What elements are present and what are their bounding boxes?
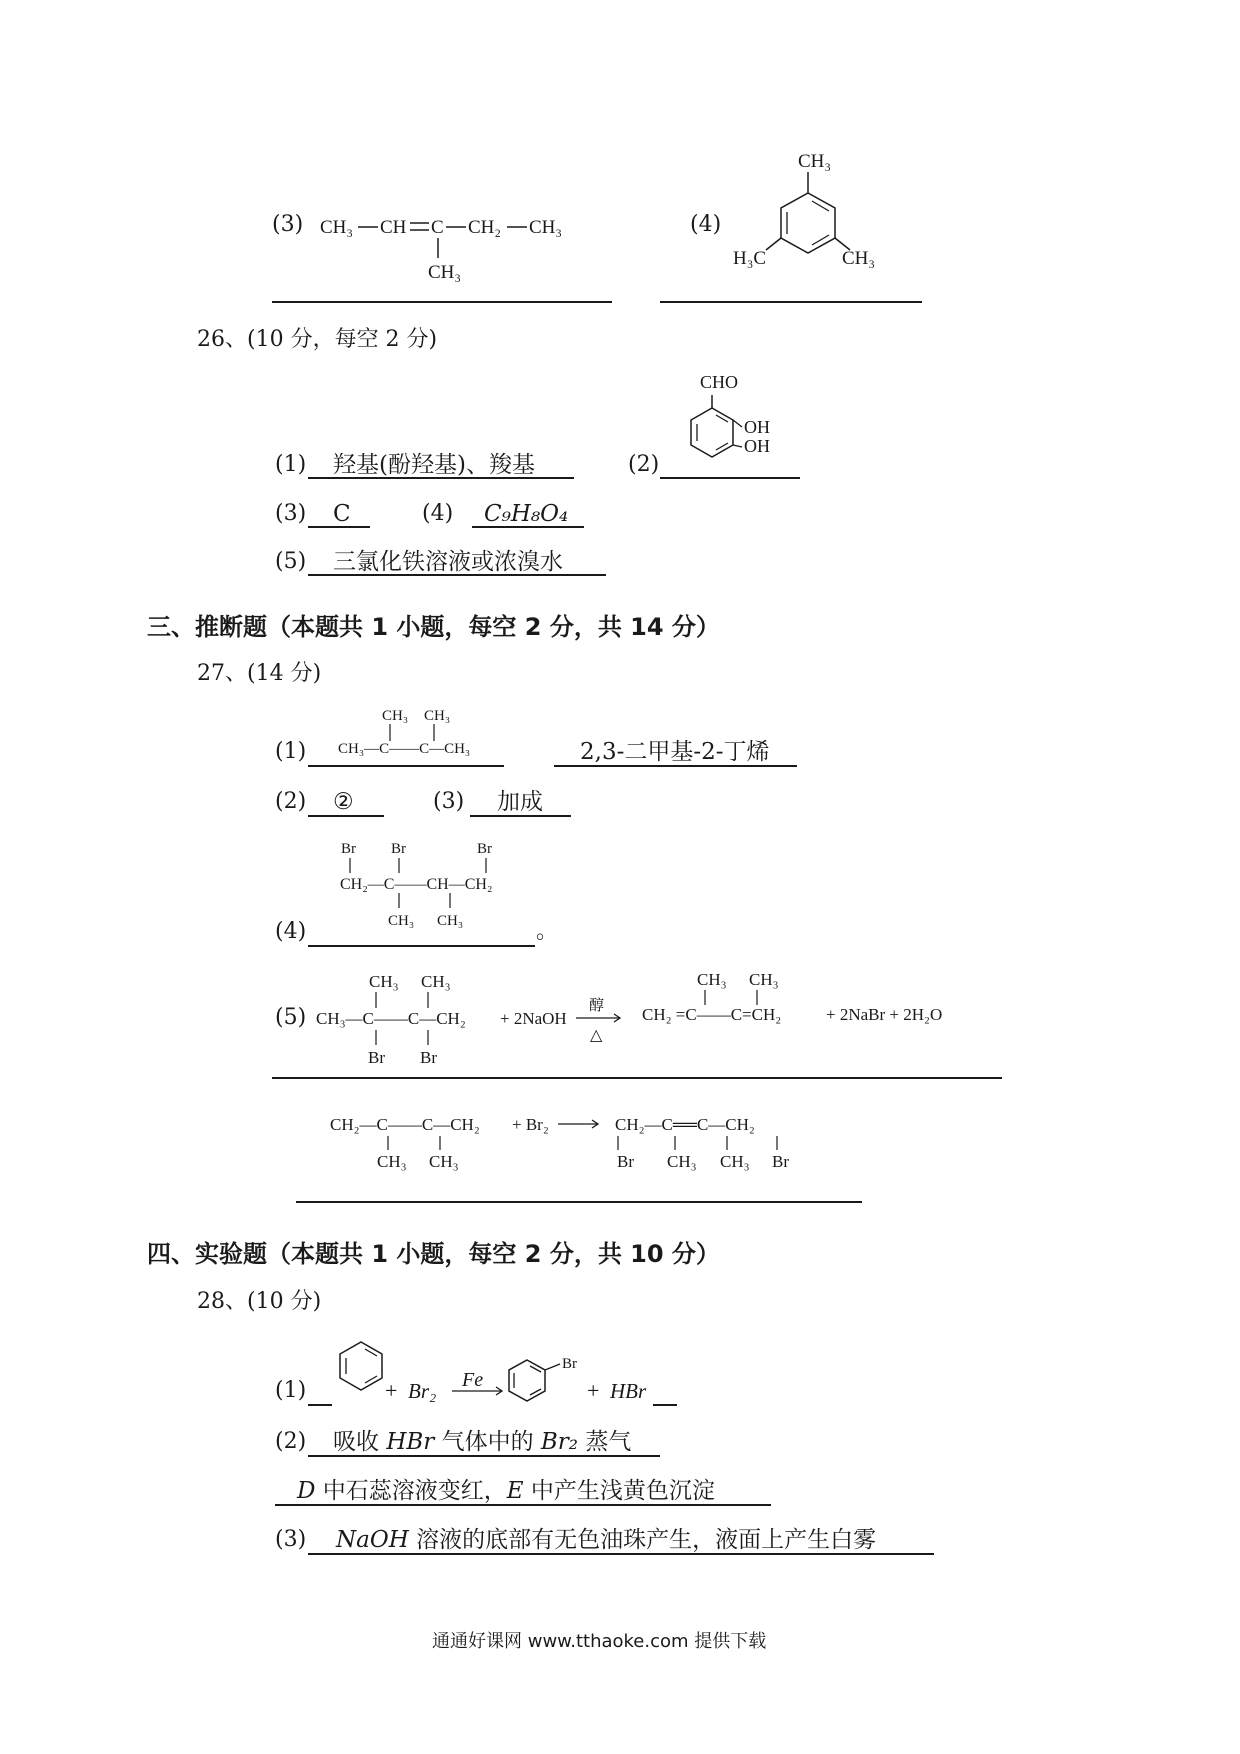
q27-s1-main: CH₃—C——C—CH₃ [338,741,471,757]
q25-label-4: (4) [690,212,722,237]
q27-s4-br2: Br [391,841,406,857]
q26-s2-oh2: OH [744,436,770,456]
q27-answer-3: 加成 [497,789,543,815]
q27-e1-rbot2: Br [420,1048,437,1067]
answer-underline [308,1404,332,1406]
q28-answer-2a [333,1427,631,1457]
q27-e1-cond-bottom: △ [590,1027,603,1044]
q27-e2-pmain: CH₂—C══C—CH₂ [615,1115,755,1134]
answer-underline [308,1553,934,1555]
q27-e1-cond-top: 醇 [589,998,605,1014]
q28-catalyst: Fe [462,1369,484,1391]
q26-label-1: (1) [275,452,307,477]
q27-s4-main: CH₂—C——CH—CH₂ [340,876,493,893]
q27-e2-pbot2: CH₃ [667,1152,697,1171]
answer-underline [308,477,574,479]
q25-s3-ch3b: CH₃ [529,217,563,238]
q27-e2-pbot1: Br [617,1152,634,1171]
q28-a2-text-a: 中石蕊溶液变红， [315,1478,507,1504]
q27-label-1: (1) [275,739,307,764]
q25-s3-sub: CH₃ [428,262,462,283]
q28-a2-mid: 气体中的 [434,1429,541,1455]
q25-label-3: (3) [272,212,304,237]
q26-s2-oh1: OH [744,417,770,437]
q28-plus-1: + [385,1378,398,1403]
q26-answer-4: C₉H₈O₄ [484,501,569,527]
q28-br-sub: Br [562,1356,577,1372]
answer-underline [308,945,535,947]
q28-title: 28、(10 分) [197,1289,322,1314]
q27-e1-tail: + 2NaBr + 2H₂O [826,1005,943,1024]
q26-label-5: (5) [275,549,307,574]
q26-answer-3: C [333,501,351,527]
q28-hbr: HBr [610,1379,647,1403]
q28-label-3: (3) [275,1527,307,1552]
q25-s3-ch2: CH₂ [468,217,502,238]
answer-line [272,301,612,303]
q26-s2-cho: CHO [700,372,739,392]
q28-a2-pre: 吸收 [333,1429,387,1455]
answer-underline [308,1455,660,1457]
answer-underline [308,815,384,817]
q27-answer-2: ② [333,789,354,815]
q27-e1-reagent: + 2NaOH [500,1009,567,1028]
q27-label-2: (2) [275,789,307,814]
q26-answer-1: 羟基(酚羟基)、羧基 [333,452,535,478]
q27-e2-rbot1: CH₃ [377,1152,407,1171]
answer-underline [470,815,571,817]
q28-a2-post: 蒸气 [578,1429,632,1455]
q26-label-4: (4) [422,501,454,526]
q26-label-2: (2) [628,452,660,477]
answer-underline [308,526,370,528]
q27-s1-top1: CH₃ [382,708,409,724]
q28-br2: Br₂ [408,1379,437,1403]
answer-underline [653,1404,677,1406]
q27-e2-rmain: CH₂—C——C—CH₂ [330,1115,480,1134]
q25-s4-left: H₃C [733,248,767,269]
answer-underline [308,574,606,576]
q27-answer-1-name: 2,3-二甲基-2-丁烯 [580,739,770,765]
q25-s3-c: C [431,217,444,238]
section-4-heading: 四、实验题（本题共 1 小题，每空 2 分，共 10 分） [147,1240,720,1268]
answer-line [272,1077,1002,1079]
q28-a3-text: 溶液的底部有无色油珠产生，液面上产生白雾 [408,1527,877,1553]
q28-a2-e: E [506,1478,524,1504]
q27-e1-rmain: CH₃—C——C—CH₂ [316,1009,466,1028]
q25-s3-ch: CH [380,217,407,238]
q28-label-2: (2) [275,1429,307,1454]
q27-s1-top2: CH₃ [424,708,451,724]
q27-e2-pbot4: Br [772,1152,789,1171]
q27-e1-rtop2: CH₃ [421,972,451,991]
q27-s4-br1: Br [341,841,356,857]
q27-e1-ptop1: CH₃ [697,970,727,989]
q25-s3-ch3a: CH₃ [320,217,354,238]
q27-title: 27、(14 分) [197,661,322,686]
q27-s4-br3: Br [477,841,492,857]
q28-answer-3 [336,1525,876,1555]
q28-a3-naoh: NaOH [336,1527,409,1553]
answer-underline [554,765,797,767]
q28-a2-text-b: 中产生浅黄色沉淀 [523,1478,715,1504]
q27-label-3: (3) [433,789,465,814]
q28-a2-hbr: HBr [386,1429,435,1455]
q26-answer-5: 三氯化铁溶液或浓溴水 [333,549,563,575]
q27-e1-pmain: CH₂ =C——C=CH₂ [642,1005,782,1024]
q27-e2-pbot3: CH₃ [720,1152,750,1171]
answer-line [296,1201,862,1203]
q26-label-3: (3) [275,501,307,526]
q27-e1-rtop1: CH₃ [369,972,399,991]
q27-e2-reagent: + Br₂ [512,1115,549,1134]
q28-plus-2: + [587,1378,600,1403]
q25-s4-top: CH₃ [798,151,832,172]
answer-underline [275,1504,771,1506]
q27-s4-me2: CH₃ [437,913,464,929]
section-3-heading: 三、推断题（本题共 1 小题，每空 2 分，共 14 分） [147,613,720,641]
q27-e1-ptop2: CH₃ [749,970,779,989]
answer-underline [660,477,800,479]
q28-a2-br2: Br₂ [540,1429,579,1455]
answer-underline [308,765,504,767]
q27-answer-4-end: 。 [536,919,559,944]
q26-title: 26、(10 分，每空 2 分) [197,327,438,352]
answer-underline [472,526,584,528]
q28-answer-2b [297,1476,715,1506]
q27-e2-rbot2: CH₃ [429,1152,459,1171]
q27-label-5: (5) [275,1005,307,1030]
answer-line [660,301,922,303]
q25-s4-right: CH₃ [842,248,876,269]
q27-e1-rbot1: Br [368,1048,385,1067]
q27-label-4: (4) [275,919,307,944]
q28-label-1: (1) [275,1378,307,1403]
page-footer: 通通好课网 www.tthaoke.com 提供下载 [432,1631,767,1652]
q28-a2-d: D [297,1478,316,1504]
q27-s4-me1: CH₃ [388,913,415,929]
